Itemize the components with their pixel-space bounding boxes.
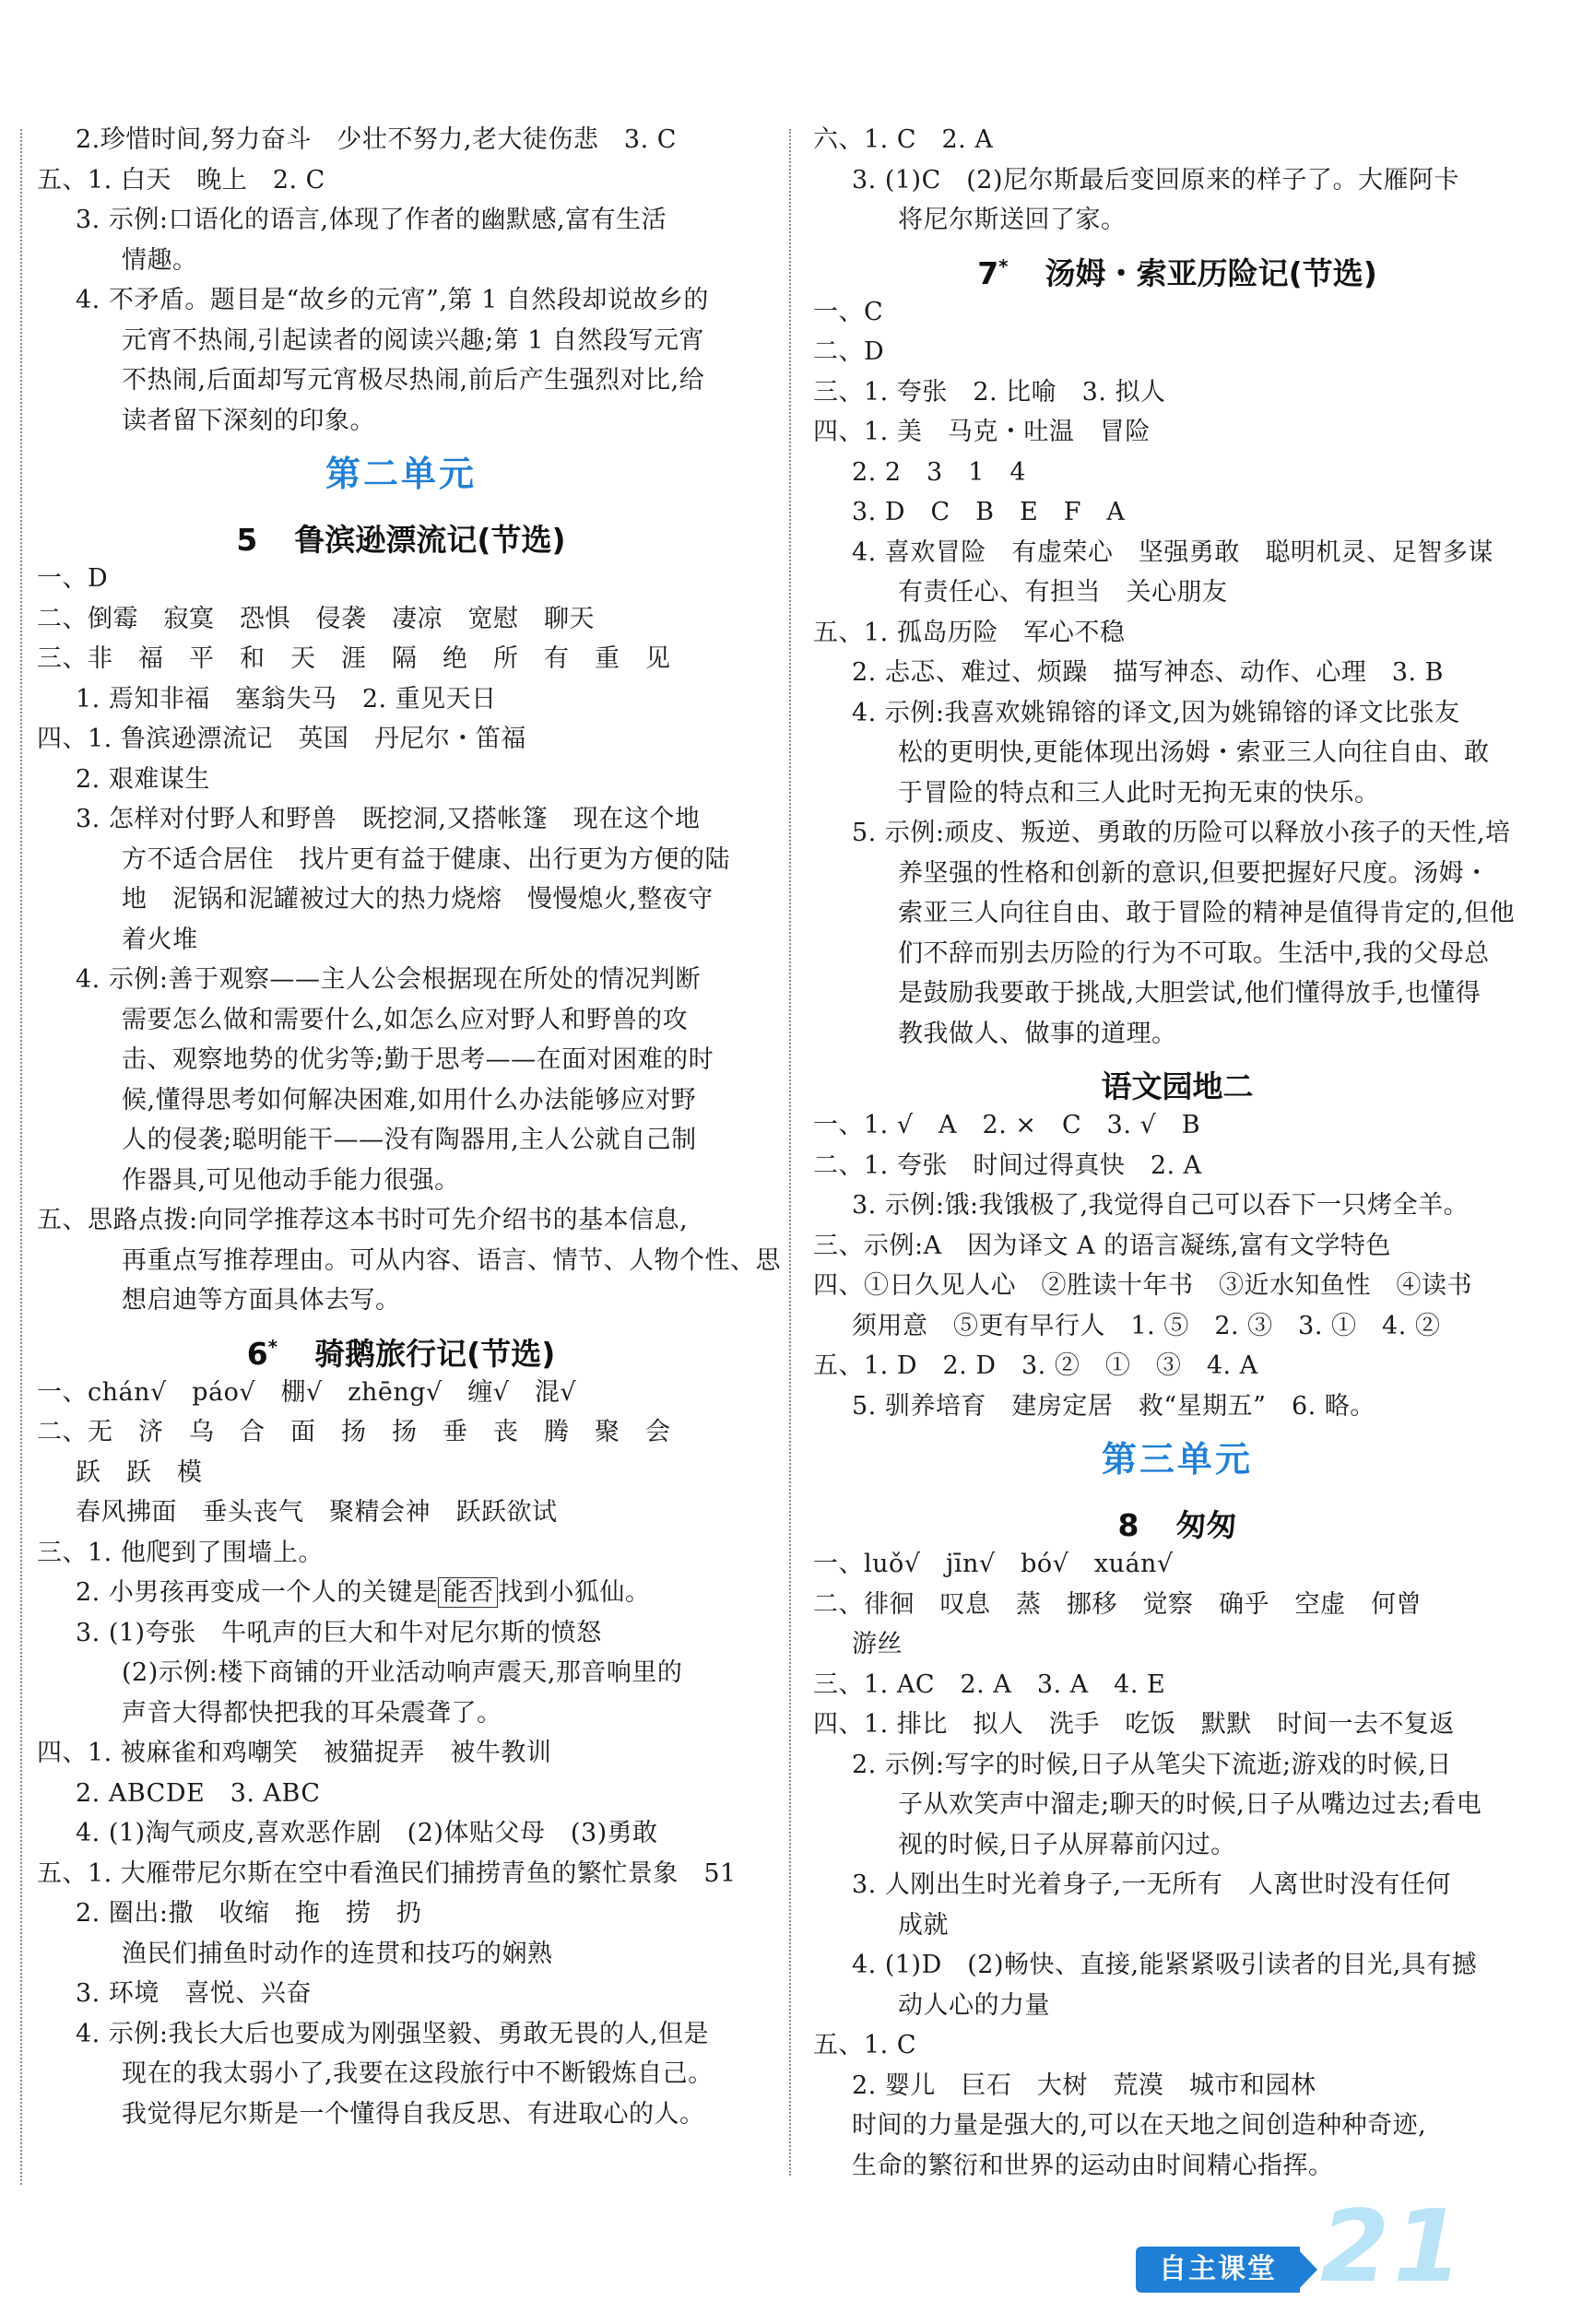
footer-badge: 自主课堂 <box>1136 2247 1300 2293</box>
answer-line: 4. 示例:我长大后也要成为刚强坚毅、勇敢无畏的人,但是 <box>76 2019 710 2048</box>
answer-line: 春风拂面 垂头丧气 聚精会神 跃跃欲试 <box>76 1498 558 1527</box>
lesson-optional-mark: * <box>267 1335 278 1358</box>
answer-line: 六、1. C 2. A <box>813 125 994 154</box>
answer-line: 们不辞而别去历险的行为不可取。生活中,我的父母总 <box>898 938 1490 968</box>
answer-line: 3. (1)夸张 牛吼声的巨大和牛对尼尔斯的愤怒 <box>76 1618 602 1647</box>
answer-line: 3. 环境 喜悦、兴奋 <box>76 1979 312 2008</box>
answer-line: 5. 示例:顽皮、叛逆、勇敢的历险可以释放小孩子的天性,培 <box>852 819 1511 847</box>
answer-line: 4. 不矛盾。题目是“故乡的元宵”,第 1 自然段却说故乡的 <box>76 286 709 314</box>
right-column <box>813 120 1541 2186</box>
answer-line: 一、luǒ√ jīn√ bó√ xuán√ <box>813 1550 1174 1578</box>
answer-line: 方不适合居住 找片更有益于健康、出行更为方便的陆 <box>122 844 730 874</box>
lesson-number: 6 <box>246 1335 268 1372</box>
answer-line: 2. 艰难谋生 <box>76 764 210 794</box>
answer-line: 渔民们捕鱼时动作的连贯和技巧的娴熟 <box>122 1939 553 1968</box>
answer-line: 将尼尔斯送回了家。 <box>898 206 1127 234</box>
answer-line: 五、1. C <box>813 2031 917 2059</box>
lesson-optional-mark: * <box>998 254 1009 277</box>
answer-line: 子从欢笑声中溜走;聊天的时候,日子从嘴边过去;看电 <box>898 1790 1482 1819</box>
lesson-number: 8 <box>1117 1507 1139 1543</box>
answer-line: 三、非 福 平 和 天 涯 隔 绝 所 有 重 见 <box>37 644 671 673</box>
lesson-title-text: 语文园地二 <box>1101 1068 1254 1104</box>
answer-line: 候,懂得思考如何解决困难,如用什么办法能够应对野 <box>122 1085 697 1115</box>
answer-line: 动人心的力量 <box>898 1990 1050 2020</box>
answer-line: 四、1. 美 马克・吐温 冒险 <box>813 418 1151 446</box>
answer-line: 一、1. √ A 2. × C 3. √ B <box>813 1111 1201 1139</box>
answer-line: 不热闹,后面却写元宵极尽热闹,前后产生强烈对比,给 <box>122 366 705 395</box>
answer-line: 二、D <box>813 337 885 366</box>
unit-heading: 第三单元 <box>1101 1439 1253 1480</box>
answer-line: 五、1. D 2. D 3. ② ① ③ 4. A <box>813 1351 1258 1380</box>
lesson-title <box>37 1321 765 1373</box>
answer-line: 三、示例:A 因为译文 A 的语言凝练,富有文学特色 <box>813 1231 1391 1260</box>
answer-line: 元宵不热闹,引起读者的阅读兴趣;第 1 自然段写元宵 <box>122 325 705 355</box>
answer-line: 需要怎么做和需要什么,如怎么应对野人和野兽的攻 <box>122 1005 689 1034</box>
answer-line: 教我做人、做事的道理。 <box>898 1019 1177 1048</box>
left-column <box>37 120 781 2134</box>
answer-line: (2)示例:楼下商铺的开业活动响声震天,那音响里的 <box>122 1658 683 1687</box>
text-segment: 找到小狐仙。 <box>498 1578 651 1607</box>
unit-heading: 第二单元 <box>325 454 477 494</box>
answer-line: 3. 怎样对付野人和野兽 既挖洞,又搭帐篷 现在这个地 <box>76 805 701 833</box>
answer-line: 3. (1)C (2)尼尔斯最后变回原来的样子了。大雁阿卡 <box>852 165 1459 195</box>
answer-line: 2. 婴儿 巨石 大树 荒漠 城市和园林 <box>852 2070 1316 2100</box>
answer-line: 4. 示例:善于观察——主人公会根据现在所处的情况判断 <box>76 965 701 994</box>
answer-line: 地 泥锅和泥罐被过大的热力烧熔 慢慢熄火,整夜守 <box>122 885 714 914</box>
answer-line: 2. 2 3 1 4 <box>852 457 1027 487</box>
answer-line: 2. 忐忑、难过、烦躁 描写神态、动作、心理 3. B <box>852 658 1445 687</box>
answer-line: 现在的我太弱小了,我要在这段旅行中不断锻炼自己。 <box>122 2059 714 2088</box>
lesson-title-text: 骑鹅旅行记(节选) <box>314 1335 556 1372</box>
answer-line: 2. 示例:写字的时候,日子从笔尖下流逝;游戏的时候,日 <box>852 1750 1452 1779</box>
answer-line: 三、1. 夸张 2. 比喻 3. 拟人 <box>813 377 1166 407</box>
answer-line: 再重点写推荐理由。可从内容、语言、情节、人物个性、思 <box>122 1245 781 1275</box>
lesson-number: 7 <box>977 254 999 291</box>
answer-line: 三、1. 他爬到了围墙上。 <box>37 1538 324 1567</box>
answer-line: 2. ABCDE 3. ABC <box>76 1778 321 1808</box>
column-divider <box>789 129 791 2176</box>
answer-line: 于冒险的特点和三人此时无拘无束的快乐。 <box>898 778 1380 808</box>
answer-line: 成就 <box>898 1910 949 1940</box>
answer-line: 4. (1)淘气顽皮,喜欢恶作剧 (2)体贴父母 (3)勇敢 <box>76 1819 658 1847</box>
answer-line: 视的时候,日子从屏幕前闪过。 <box>898 1830 1236 1859</box>
answer-line: 一、chán√ páo√ 棚√ zhēng√ 缠√ 混√ <box>37 1377 577 1407</box>
answer-line: 索亚三人向往自由、敢于冒险的精神是值得肯定的,但他 <box>898 899 1516 927</box>
answer-line: 五、1. 大雁带尼尔斯在空中看渔民们捕捞青鱼的繁忙景象 51 <box>37 1858 737 1888</box>
lesson-title <box>37 507 765 559</box>
lesson-number: 5 <box>236 522 258 558</box>
answer-line: 五、思路点拨:向同学推荐这本书时可先介绍书的基本信息, <box>37 1206 689 1234</box>
answer-line: 想启迪等方面具体去写。 <box>122 1286 401 1315</box>
answer-line: 4. (1)D (2)畅快、直接,能紧紧吸引读者的目光,具有撼 <box>852 1951 1478 1979</box>
answer-line: 有责任心、有担当 关心朋友 <box>898 578 1228 607</box>
answer-line: 须用意 ⑤更有早行人 1. ⑤ 2. ③ 3. ① 4. ② <box>852 1311 1441 1340</box>
answer-line: 作器具,可见他动手能力很强。 <box>122 1165 460 1195</box>
page-number: 21 <box>1320 2189 1467 2305</box>
answer-line: 2. 圈出:撒 收缩 拖 捞 扔 <box>76 1899 422 1928</box>
lesson-title-text: 汤姆・索亚历险记(节选) <box>1045 254 1377 291</box>
text-segment: 2. 小男孩再变成一个人的关键是 <box>76 1578 439 1607</box>
answer-line: 我觉得尼尔斯是一个懂得自我反思、有进取心的人。 <box>122 2099 705 2129</box>
answer-line: 3. D C B E F A <box>852 498 1126 526</box>
lesson-title <box>813 1054 1541 1105</box>
lesson-title-text: 匆匆 <box>1175 1507 1237 1543</box>
answer-line: 一、C <box>813 297 884 326</box>
lesson-title <box>813 241 1541 292</box>
answer-line: 2.珍惜时间,努力奋斗 少壮不努力,老大徒伤悲 3. C <box>76 125 677 154</box>
answer-line: 二、倒霉 寂寞 恐惧 侵袭 凄凉 宽慰 聊天 <box>37 604 595 633</box>
answer-line: 人的侵袭;聪明能干——没有陶器用,主人公就自己制 <box>122 1126 697 1154</box>
answer-line: 生命的繁衍和世界的运动由时间精心指挥。 <box>852 2151 1334 2180</box>
footer-badge-arrow <box>1295 2247 1317 2293</box>
answer-line: 时间的力量是强大的,可以在天地之间创造种种奇迹, <box>852 2111 1427 2140</box>
answer-line: 四、①日久见人心 ②胜读十年书 ③近水知鱼性 ④读书 <box>813 1271 1472 1300</box>
answer-line: 击、观察地势的优劣等;勤于思考——在面对困难的时 <box>122 1045 714 1074</box>
answer-line: 五、1. 孤岛历险 军心不稳 <box>813 618 1126 647</box>
answer-line: 养坚强的性格和创新的意识,但要把握好尺度。汤姆・ <box>898 858 1490 888</box>
answer-line: 1. 焉知非福 塞翁失马 2. 重见天日 <box>76 684 497 714</box>
answer-line: 3. 示例:口语化的语言,体现了作者的幽默感,富有生活 <box>76 206 667 234</box>
answer-line: 读者留下深刻的印象。 <box>122 406 375 435</box>
answer-line: 5. 驯养培育 建房定居 救“星期五” 6. 略。 <box>852 1391 1375 1421</box>
answer-line: 4. 示例:我喜欢姚锦镕的译文,因为姚锦镕的译文比张友 <box>852 698 1460 727</box>
answer-line: 声音大得都快把我的耳朵震聋了。 <box>122 1698 502 1728</box>
left-margin-rule <box>20 129 22 2185</box>
answer-line: 三、1. AC 2. A 3. A 4. E <box>813 1669 1166 1699</box>
answer-line: 4. 喜欢冒险 有虚荣心 坚强勇敢 聪明机灵、足智多谋 <box>852 537 1493 567</box>
lesson-title <box>813 1492 1541 1544</box>
answer-line: 情趣。 <box>122 245 198 275</box>
answer-line: 跃 跃 模 <box>76 1457 203 1487</box>
answer-line: 二、无 济 乌 合 面 扬 扬 垂 丧 腾 聚 会 <box>37 1418 671 1446</box>
answer-line: 3. 示例:饿:我饿极了,我觉得自己可以吞下一只烤全羊。 <box>852 1191 1470 1220</box>
answer-line <box>37 1573 765 1613</box>
answer-line: 四、1. 排比 拟人 洗手 吃饭 默默 时间一去不复返 <box>813 1710 1455 1739</box>
lesson-title-text: 鲁滨逊漂流记(节选) <box>294 522 566 558</box>
answer-line: 着火堆 <box>122 925 198 954</box>
answer-line: 一、D <box>37 564 109 593</box>
answer-line: 五、1. 白天 晚上 2. C <box>37 165 325 195</box>
boxed-word: 能否 <box>438 1577 498 1608</box>
answer-line: 二、徘徊 叹息 蒸 挪移 觉察 确乎 空虚 何曾 <box>813 1589 1422 1619</box>
answer-line: 松的更明快,更能体现出汤姆・索亚三人向往自由、敢 <box>898 738 1490 767</box>
answer-line: 四、1. 被麻雀和鸡嘲笑 被猫捉弄 被牛教训 <box>37 1739 552 1767</box>
answer-line: 3. 人刚出生时光着身子,一无所有 人离世时没有任何 <box>852 1870 1451 1899</box>
answer-line: 二、1. 夸张 时间过得真快 2. A <box>813 1150 1202 1180</box>
answer-line: 游丝 <box>852 1630 903 1658</box>
answer-line: 四、1. 鲁滨逊漂流记 英国 丹尼尔・笛福 <box>37 725 526 753</box>
answer-line: 是鼓励我要敢于挑战,大胆尝试,他们懂得放手,也懂得 <box>898 979 1481 1008</box>
